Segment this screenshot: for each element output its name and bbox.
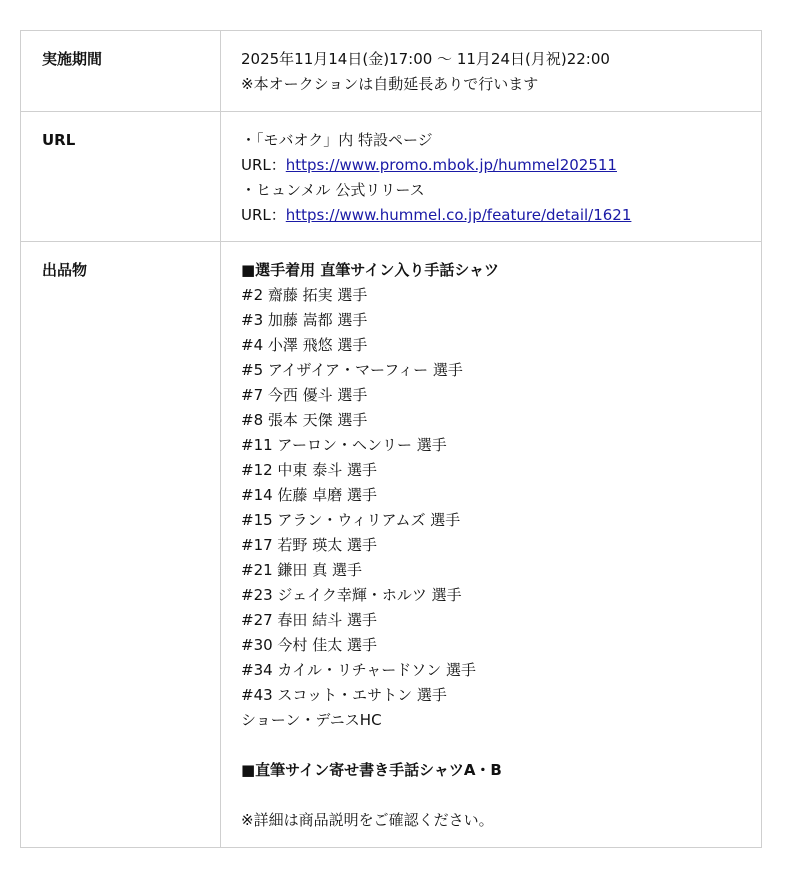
hummel-url-prefix: URL： bbox=[241, 206, 286, 224]
player-item: #12 中東 泰斗 選手 bbox=[241, 461, 377, 479]
period-label: 実施期間 bbox=[42, 50, 103, 68]
url-label-cell bbox=[21, 112, 221, 242]
period-label-cell bbox=[21, 31, 221, 112]
period-row bbox=[21, 31, 762, 112]
player-item: #11 アーロン・ヘンリー 選手 bbox=[241, 436, 447, 454]
player-item: #7 今西 優斗 選手 bbox=[241, 386, 368, 404]
player-item: #14 佐藤 卓磨 選手 bbox=[241, 486, 377, 504]
signed-shirt-heading: ■選手着用 直筆サイン入り手話シャツ bbox=[241, 261, 500, 279]
player-item: #30 今村 佳太 選手 bbox=[241, 636, 377, 654]
player-item: #4 小澤 飛悠 選手 bbox=[241, 336, 368, 354]
period-note: ※本オークションは自動延長ありで行います bbox=[241, 75, 539, 93]
player-item: #2 齋藤 拓実 選手 bbox=[241, 286, 368, 304]
period-value-cell bbox=[221, 31, 762, 112]
player-item: #15 アラン・ウィリアムズ 選手 bbox=[241, 511, 461, 529]
player-item: #3 加藤 嵩都 選手 bbox=[241, 311, 368, 329]
player-item: #34 カイル・リチャードソン 選手 bbox=[241, 661, 476, 679]
mbok-page-title: ・「モバオク」内 特設ページ bbox=[241, 131, 433, 149]
spacer bbox=[241, 733, 751, 758]
url-label: URL bbox=[42, 131, 76, 149]
player-item: #21 鎌田 真 選手 bbox=[241, 561, 362, 579]
player-item: #23 ジェイク幸輝・ホルツ 選手 bbox=[241, 586, 462, 604]
period-dates: 2025年11月14日(金)17:00 〜 11月24日(月祝)22:00 bbox=[241, 50, 610, 68]
player-item: #43 スコット・エサトン 選手 bbox=[241, 686, 447, 704]
hummel-url-line bbox=[241, 203, 751, 228]
items-label-cell bbox=[21, 242, 221, 848]
auction-info-table bbox=[20, 30, 762, 848]
items-value-cell bbox=[221, 242, 762, 848]
mbok-url-line bbox=[241, 153, 751, 178]
player-item: #17 若野 瑛太 選手 bbox=[241, 536, 377, 554]
head-coach-item: ショーン・デニスHC bbox=[241, 711, 382, 729]
hummel-release-title: ・ヒュンメル 公式リリース bbox=[241, 181, 425, 199]
items-row bbox=[21, 242, 762, 848]
url-row bbox=[21, 112, 762, 242]
details-note: ※詳細は商品説明をご確認ください。 bbox=[241, 811, 494, 829]
player-item: #5 アイザイア・マーフィー 選手 bbox=[241, 361, 463, 379]
items-label: 出品物 bbox=[42, 261, 88, 279]
mbok-link[interactable]: https://www.promo.mbok.jp/hummel202511 bbox=[285, 156, 617, 174]
mbok-url-prefix: URL： bbox=[241, 156, 286, 174]
group-shirt-heading: ■直筆サイン寄せ書き手話シャツA・B bbox=[241, 761, 502, 779]
url-value-cell bbox=[221, 112, 762, 242]
player-item: #8 張本 天傑 選手 bbox=[241, 411, 368, 429]
player-item: #27 春田 結斗 選手 bbox=[241, 611, 377, 629]
hummel-link[interactable]: https://www.hummel.co.jp/feature/detail/1621 bbox=[285, 206, 632, 224]
spacer bbox=[241, 783, 751, 808]
